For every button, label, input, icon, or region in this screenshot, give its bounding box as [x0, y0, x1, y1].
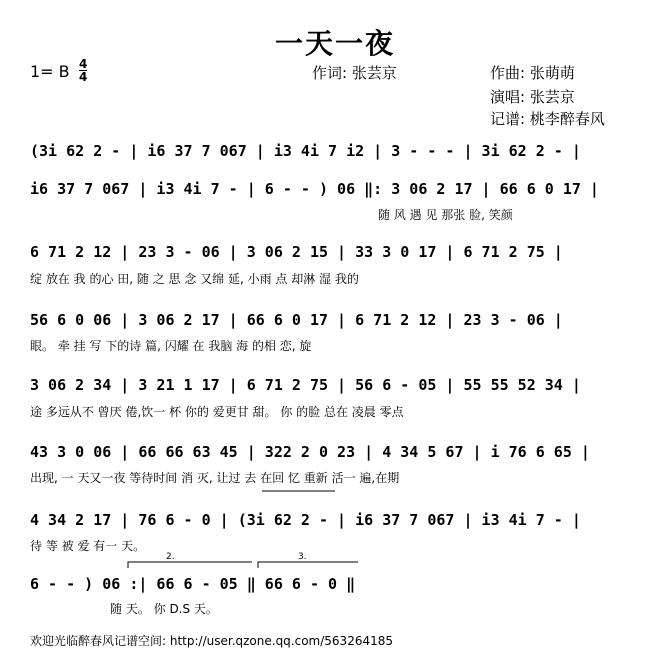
score-row-4-lyrics: 眼。 牵 挂 写 下的诗 篇, 闪耀 在 我脑 海 的相 恋, 旋: [30, 339, 312, 353]
volta-first-bracket: [128, 562, 252, 568]
score-row-8-notes: 6 - - ) 06 :| 66 6 - 05 ‖ 66 6 - 0 ‖: [30, 575, 356, 593]
score-row-3-notes: 6 71 2 12 | 23 3 - 06 | 3 06 2 15 | 33 3 0 17 | 6 71 2 75 |: [30, 243, 563, 261]
key-signature: 1= B: [30, 62, 70, 81]
volta-second-label: 3.: [298, 552, 307, 562]
score-row-3-lyrics: 绽 放在 我 的心 田, 随 之 思 念 又绵 延, 小雨 点 却淋 湿 我的: [30, 272, 359, 286]
score-row-2-notes: i6 37 7 067 | i3 4i 7 - | 6 - - ) 06 ‖: 3 06 2 17 | 66 6 0 17 |: [30, 180, 599, 198]
score-row-1-notes: (3i 62 2 - | i6 37 7 067 | i3 4i 7 i2 | 3 - - - | 3i 62 2 - |: [30, 142, 581, 160]
lyricist: 作词: 张芸京: [312, 64, 397, 82]
score-row-5-notes: 3 06 2 34 | 3 21 1 17 | 6 71 2 75 | 56 6 - 05 | 55 55 52 34 |: [30, 376, 581, 394]
composer: 作曲: 张萌萌: [490, 64, 575, 82]
volta-second-bracket: [258, 562, 358, 568]
score-row-7-notes: 4 34 2 17 | 76 6 - 0 | (3i 62 2 - | i6 37 7 067 | i3 4i 7 - |: [30, 511, 581, 529]
score-row-2-lyrics: 随 风 遇 见 那张 脸, 笑颜: [378, 208, 513, 222]
transcriber: 记谱: 桃李醉春风: [490, 110, 605, 128]
singer: 演唱: 张芸京: [490, 88, 575, 106]
score-row-7-lyrics: 待 等 被 爱 有一 天。: [30, 539, 146, 553]
score-row-4-notes: 56 6 0 06 | 3 06 2 17 | 66 6 0 17 | 6 71 2 12 | 23 3 - 06 |: [30, 311, 563, 329]
score-row-6-lyrics: 出现, 一 天又一夜 等待时间 消 灭, 让过 去 在回 忆 重新 活一 遍,在期: [30, 471, 400, 485]
footer-note: 欢迎光临醉春风记谱空间: http://user.qzone.qq.com/563264185: [30, 634, 394, 648]
volta-first-label: 2.: [166, 552, 175, 562]
score-row-8-lyrics: 随 天。 你 D.S 天。: [110, 602, 218, 616]
time-signature-unit: 4: [79, 70, 88, 84]
score-row-5-lyrics: 途 多远从不 曾厌 倦,饮一 杯 你的 爱更甘 甜。 你 的脸 总在 凌晨 零点: [30, 405, 404, 419]
time-signature-beats: 4: [79, 57, 88, 71]
song-title: 一天一夜: [274, 27, 395, 60]
score-row-6-notes: 43 3 0 06 | 66 66 63 45 | 322 2 0 23 | 4 34 5 67 | i 76 6 65 |: [30, 443, 590, 461]
